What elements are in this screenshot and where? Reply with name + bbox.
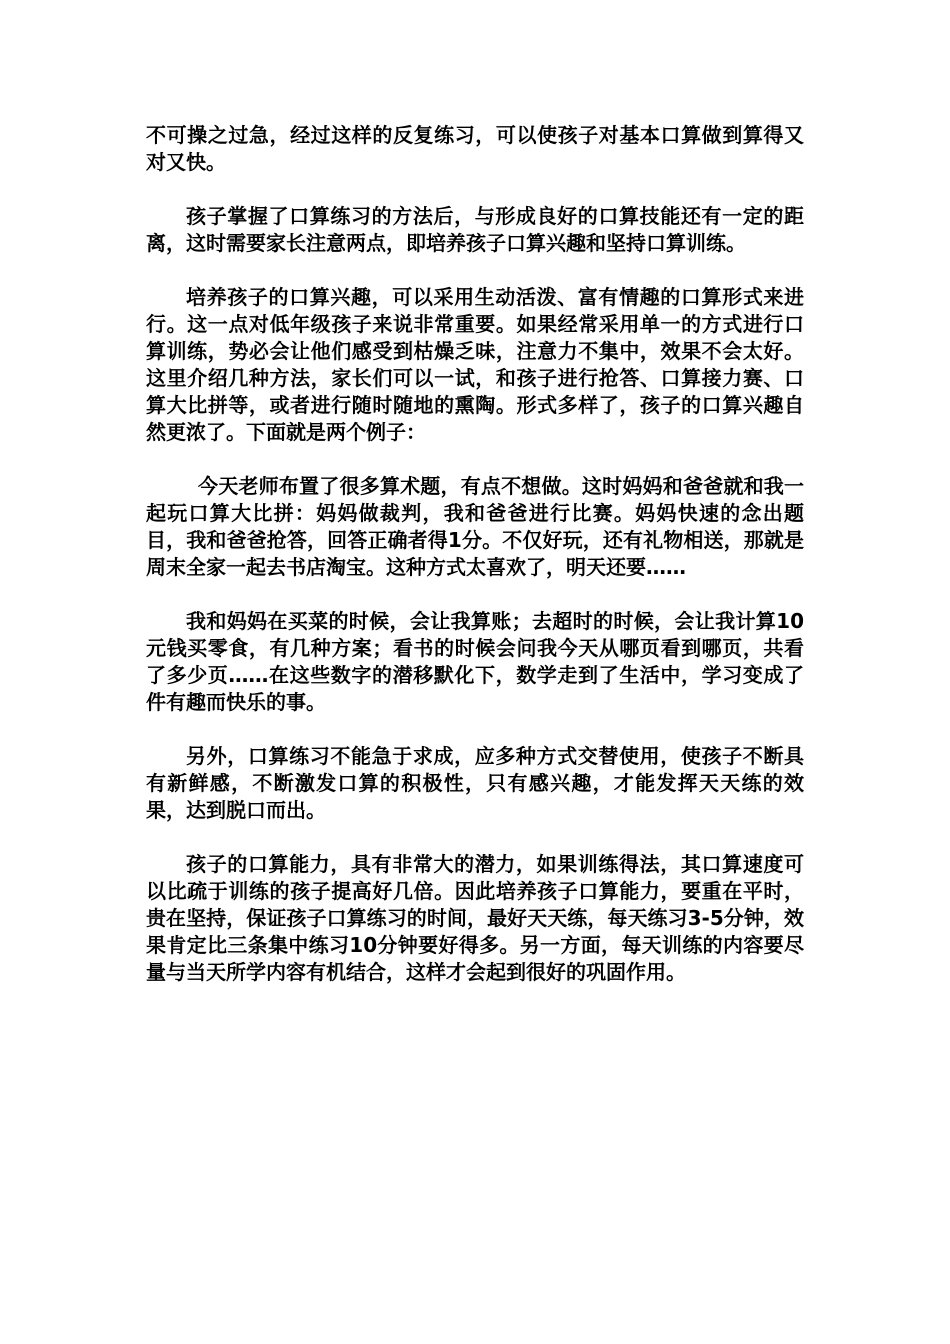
paragraph-3: 培养孩子的口算兴趣，可以采用生动活泼、富有情趣的口算形式来进行。这一点对低年级孩子来说非常重要。如果经常采用单一的方式进行口算训练，势必会让他们感受到枯燥乏味，注意力不集中，效果不会太好。这里介绍几种方法，家长们可以一试，和孩子进行抢答、口算接力赛、口算大比拼等，或者进行随时随地的熏陶。形式多样了，孩子的口算兴趣自然更浓了。下面就是两个例子：: [146, 285, 804, 444]
paragraph-1: 不可操之过急，经过这样的反复练习，可以使孩子对基本口算做到算得又对又快。: [146, 123, 804, 174]
paragraph-5-example: 我和妈妈在买菜的时候，会让我算账；去超时的时候，会让我计算10元钱买零食，有几种方案；看书的时候会问我今天从哪页看到哪页，共看了多少页……在这些数字的潜移默化下，数学走到了生活中，学习变成了件有趣而快乐的事。: [146, 609, 804, 714]
paragraph-2: 孩子掌握了口算练习的方法后，与形成良好的口算技能还有一定的距离，这时需要家长注意两点，即培养孩子口算兴趣和坚持口算训练。: [146, 204, 804, 255]
paragraph-6: 另外，口算练习不能急于求成，应多种方式交替使用，使孩子不断具有新鲜感，不断激发口算的积极性，只有感兴趣，才能发挥天天练的效果，达到脱口而出。: [146, 744, 804, 822]
paragraph-7: 孩子的口算能力，具有非常大的潜力，如果训练得法，其口算速度可以比疏于训练的孩子提高好几倍。因此培养孩子口算能力，要重在平时，贵在坚持，保证孩子口算练习的时间，最好天天练，每天练习3-5分钟，效果肯定比三条集中练习10分钟要好得多。另一方面，每天训练的内容要尽量与当天所学内容有机结合，这样才会起到很好的巩固作用。: [146, 852, 804, 984]
paragraph-4-example: 今天老师布置了很多算术题，有点不想做。这时妈妈和爸爸就和我一起玩口算大比拼：妈妈做裁判，我和爸爸进行比赛。妈妈快速的念出题目，我和爸爸抢答，回答正确者得1分。不仅好玩，还有礼物相送，那就是周末全家一起去书店淘宝。这种方式太喜欢了，明天还要……: [146, 474, 804, 579]
document-body: [146, 122, 804, 1013]
